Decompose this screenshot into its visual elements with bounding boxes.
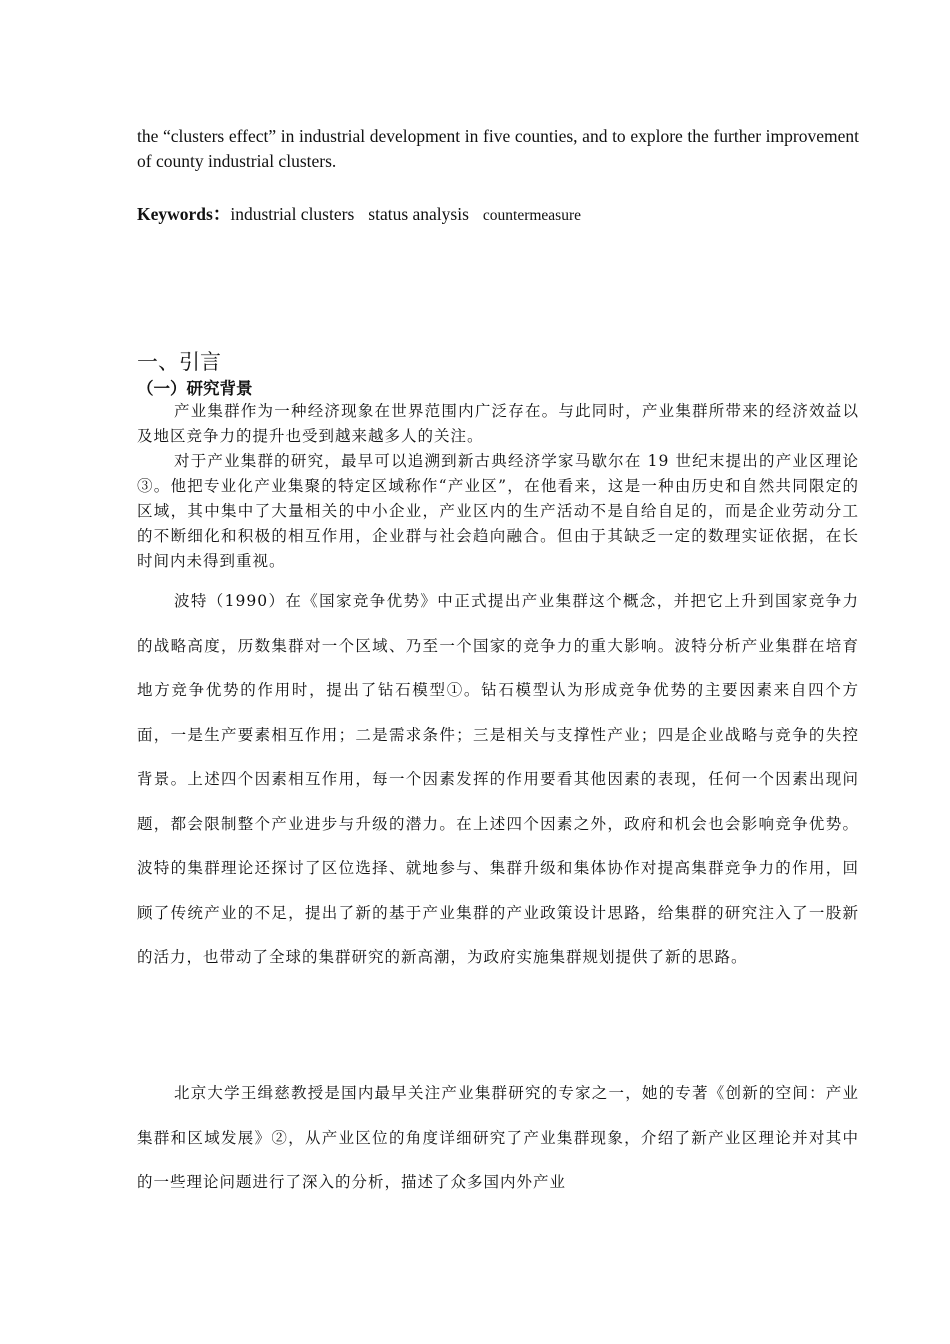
abstract-text: the “clusters effect” in industrial development in five counties, and to explore the further improvement of county industrial clusters.	[137, 126, 859, 171]
keywords-line	[137, 201, 581, 226]
keyword-item: industrial clusters	[230, 204, 355, 224]
section-subtitle: （一）研究背景	[137, 379, 253, 398]
keyword-item: status analysis	[368, 204, 469, 224]
paragraph: 北京大学王缉慈教授是国内最早关注产业集群研究的专家之一，她的专著《创新的空间：产业集群和区域发展》②，从产业区位的角度详细研究了产业集群现象，介绍了新产业区理论并对其中的一些理论问题进行了深入的分析，描述了众多国内外产业	[137, 1084, 859, 1191]
paragraph: 产业集群作为一种经济现象在世界范围内广泛存在。与此同时，产业集群所带来的经济效益以及地区竞争力的提升也受到越来越多人的关注。	[137, 402, 859, 445]
paragraph: 波特（1990）在《国家竞争优势》中正式提出产业集群这个概念，并把它上升到国家竞争力的战略高度，历数集群对一个区域、乃至一个国家的竞争力的重大影响。波特分析产业集群在培育地方竞争优势的作用时，提出了钻石模型①。钻石模型认为形成竞争优势的主要因素来自四个方面，一是生产要素相互作用；二是需求条件；三是相关与支撑性产业；四是企业战略与竞争的失控背景。上述四个因素相互作用，每一个因素发挥的作用要看其他因素的表现，任何一个因素出现问题，都会限制整个产业进步与升级的潜力。在上述四个因素之外，政府和机会也会影响竞争优势。波特的集群理论还探讨了区位选择、就地参与、集群升级和集体协作对提高集群竞争力的作用，回顾了传统产业的不足，提出了新的基于产业集群的产业政策设计思路，给集群的研究注入了一股新的活力，也带动了全球的集群研究的新高潮，为政府实施集群规划提供了新的思路。	[137, 592, 859, 966]
keywords-label: Keywords：	[137, 204, 231, 224]
section-title: 一、引言	[137, 350, 221, 374]
paragraph: 对于产业集群的研究，最早可以追溯到新古典经济学家马歇尔在 19 世纪末提出的产业区理论③。他把专业化产业集聚的特定区域称作“产业区”，在他看来，这是一种由历史和自然共同限定的区域，其中集中了大量相关的中小企业，产业区内的生产活动不是自给自足的，而是企业劳动分工的不断细化和积极的相互作用，企业群与社会趋向融合。但由于其缺乏一定的数理实证依据，在长时间内未得到重视。	[137, 452, 859, 570]
keyword-item: countermeasure	[482, 207, 582, 224]
